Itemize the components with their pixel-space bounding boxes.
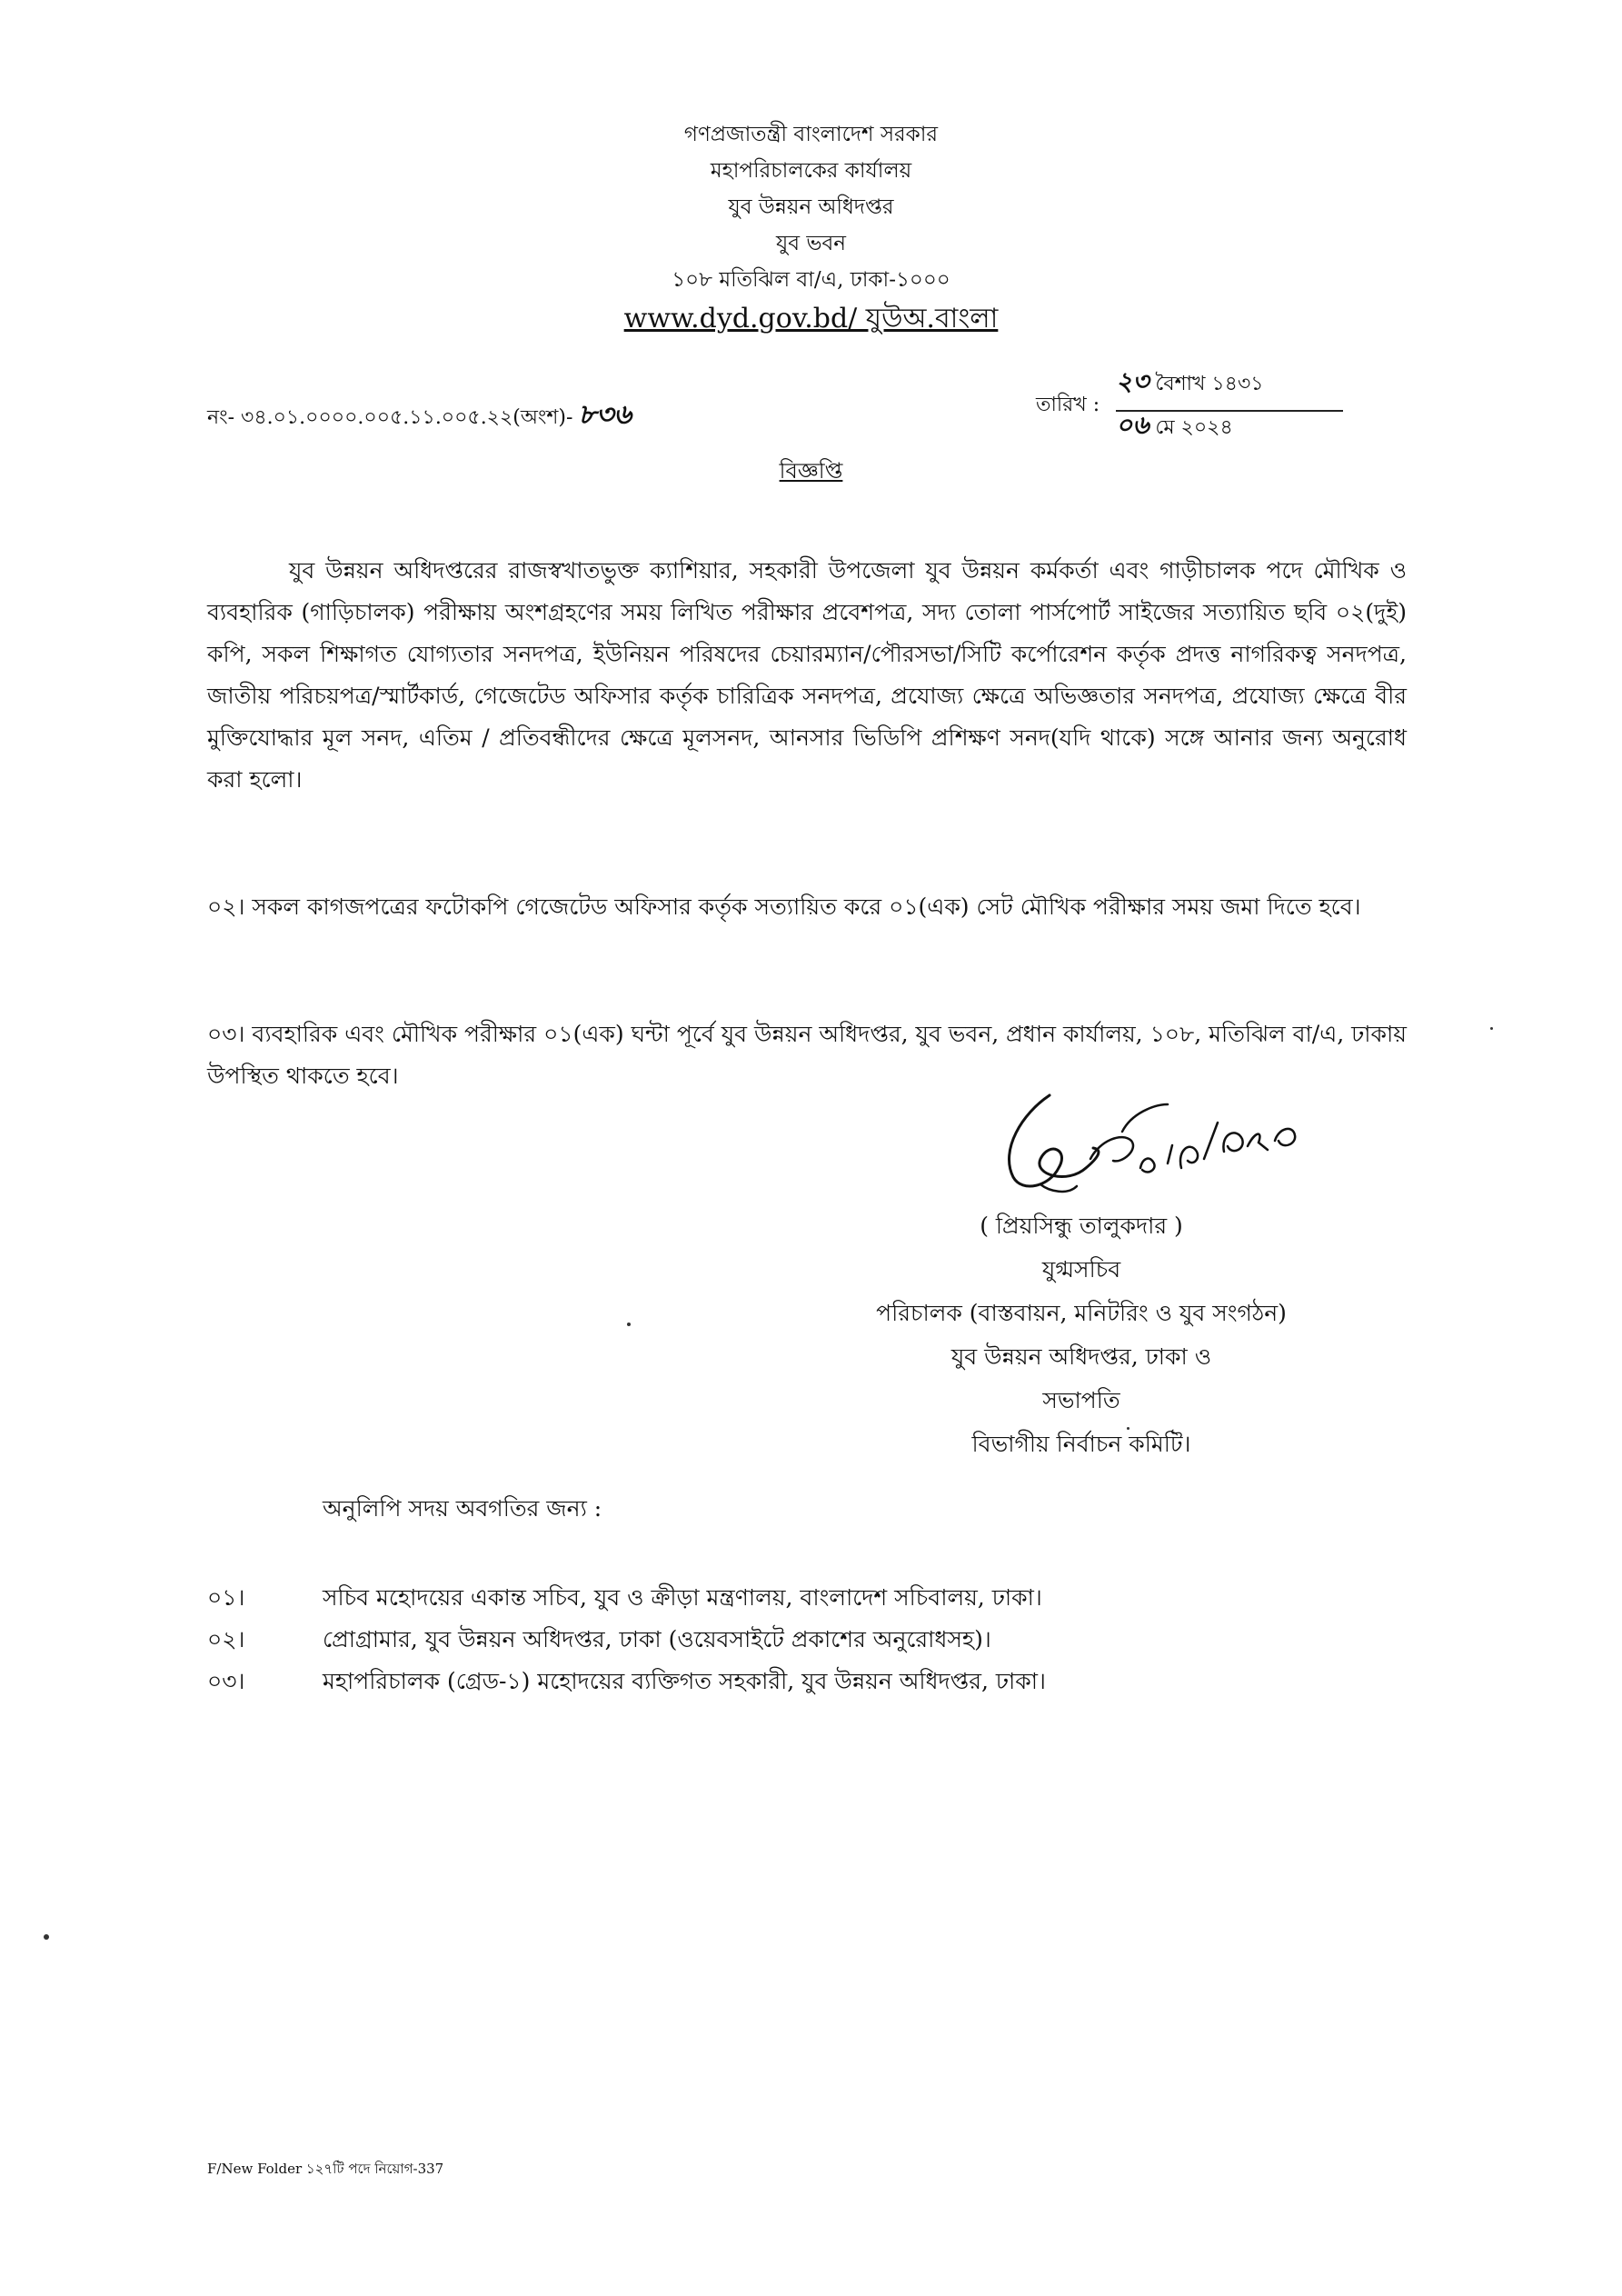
handwritten-signature <box>986 1077 1313 1204</box>
signatory-block <box>800 1204 1363 1466</box>
scan-speck <box>1490 1027 1493 1030</box>
list-item <box>207 1577 1388 1619</box>
signatory-designation-1: যুগ্মসচিব <box>1041 1256 1121 1283</box>
list-item-number: ০৩। <box>207 1668 245 1694</box>
body-paragraph-2: ০২। সকল কাগজপত্রের ফটোকপি গেজেটেড অফিসার কর্তৃক সত্যায়িত করে ০১(এক) সেট মৌখিক পরীক্ষার সময় জমা দিতে হবে। <box>207 893 1361 920</box>
scan-speck <box>1127 1427 1129 1430</box>
date-english <box>1116 405 1233 448</box>
letterhead-govt: গণপ্রজাতন্ত্রী বাংলাদেশ সরকার <box>683 123 939 146</box>
list-item-text: মহাপরিচালক (গ্রেড-১) মহোদয়ের ব্যক্তিগত সহকারী, যুব উন্নয়ন অধিদপ্তর, ঢাকা। <box>323 1668 1046 1694</box>
list-item <box>207 1661 1388 1702</box>
letterhead-website-link[interactable]: www.dyd.gov.bd/ যুউঅ.বাংলা <box>623 303 999 334</box>
scan-speck <box>627 1323 631 1326</box>
copies-list <box>207 1577 1388 1702</box>
scan-speck <box>44 1934 49 1940</box>
memo-number-handwritten: ৮৩৬ <box>578 399 632 431</box>
signatory-designation-5: বিভাগীয় নির্বাচন কমিটি। <box>971 1431 1191 1457</box>
letterhead-building: যুব ভবন <box>775 232 847 255</box>
list-item <box>207 1619 1388 1661</box>
date-label: তারিখ : <box>1036 394 1100 416</box>
letterhead-department: যুব উন্নয়ন অধিদপ্তর <box>728 195 894 219</box>
list-item-text: প্রোগ্রামার, যুব উন্নয়ন অধিদপ্তর, ঢাকা (ওয়েবসাইটে প্রকাশের অনুরোধসহ)। <box>323 1626 991 1652</box>
letterhead-office: মহাপরিচালকের কার্যালয় <box>710 159 912 183</box>
list-item-number: ০১। <box>207 1584 245 1611</box>
date-english-day: ০৬ <box>1116 410 1149 440</box>
signatory-name: ( প্রিয়সিন্ধু তালুকদার ) <box>980 1213 1183 1239</box>
signatory-designation-4: সভাপতি <box>1042 1387 1120 1413</box>
list-item-text: সচিব মহোদয়ের একান্ত সচিব, যুব ও ক্রীড়া মন্ত্রণালয়, বাংলাদেশ সচিবালয়, ঢাকা। <box>323 1584 1042 1611</box>
memo-number-text: নং- ৩৪.০১.০০০০.০০৫.১১.০০৫.২২(অংশ)- <box>207 406 573 429</box>
file-path-footer: F/New Folder ১২৭টি পদে নিয়োগ-337 <box>207 2161 444 2177</box>
signatory-designation-2: পরিচালক (বাস্তবায়ন, মনিটরিং ও যুব সংগঠন) <box>876 1300 1287 1326</box>
date-bengali-month-year: বৈশাখ ১৪৩১ <box>1155 373 1264 395</box>
date-english-month-year: মে ২০২৪ <box>1155 416 1233 439</box>
body-paragraph-1: যুব উন্নয়ন অধিদপ্তরের রাজস্বখাতভুক্ত ক্যাশিয়ার, সহকারী উপজেলা যুব উন্নয়ন কর্মকর্তা এবং গাড়ীচালক পদে মৌখিক ও ব্যবহারিক (গাড়িচালক) পরীক্ষায় অংশগ্রহণের সময় লিখিত পরীক্ষার প্রবেশপত্র, সদ্য তোলা পার্সপোর্ট সাইজের সত্যায়িত ছবি ০২(দুই) কপি, সকল শিক্ষাগত যোগ্যতার সনদপত্র, ইউনিয়ন পরিষদের চেয়ারম্যান/পৌরসভা/সিটি কর্পোরেশন কর্তৃক প্রদত্ত নাগরিকত্ব সনদপত্র, জাতীয় পরিচয়পত্র/স্মার্টকার্ড, গেজেটেড অফিসার কর্তৃক চারিত্রিক সনদপত্র, প্রযোজ্য ক্ষেত্রে অভিজ্ঞতার সনদপত্র, প্রযোজ্য ক্ষেত্রে বীর মুক্তিযোদ্ধার মূল সনদ, এতিম / প্রতিবন্ধীদের ক্ষেত্রে মূলসনদ, আনসার ভিডিপি প্রশিক্ষণ সনদ(যদি থাকে) সঙ্গে আনার জন্য অনুরোধ করা হলো। <box>207 557 1407 793</box>
copies-heading: অনুলিপি সদয় অবগতির জন্য : <box>323 1495 602 1522</box>
letterhead-address: ১০৮ মতিঝিল বা/এ, ঢাকা-১০০০ <box>672 268 950 292</box>
signatory-designation-3: যুব উন্নয়ন অধিদপ্তর, ঢাকা ও <box>950 1343 1212 1370</box>
letterhead <box>0 116 1622 340</box>
memo-number <box>207 393 632 439</box>
date-bengali <box>1116 362 1343 412</box>
body-paragraph-3: ০৩। ব্যবহারিক এবং মৌখিক পরীক্ষার ০১(এক) ঘন্টা পূর্বে যুব উন্নয়ন অধিদপ্তর, যুব ভবন, প্রধান কার্যালয়, ১০৮, মতিঝিল বা/এ, ঢাকায় উপস্থিত থাকতে হবে। <box>207 1021 1407 1089</box>
notice-title: বিজ্ঞপ্তি <box>779 458 843 484</box>
list-item-number: ০২। <box>207 1626 245 1652</box>
date-bengali-day: ২৩ <box>1116 366 1149 396</box>
